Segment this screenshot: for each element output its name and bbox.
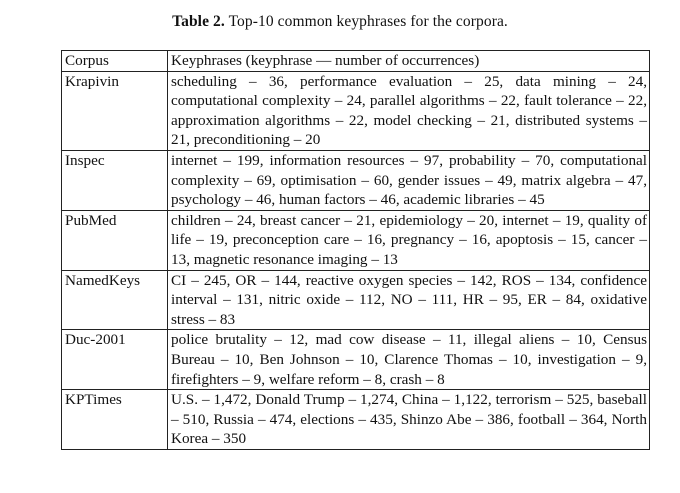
keyphrases-cell: CI – 245, OR – 144, reactive oxygen species – 142, ROS – 134, confidence interval – 131, nitric oxide – 112, NO – 111, HR – 95, ER – 84, oxidative stress – 83 bbox=[168, 270, 650, 330]
keyphrases-cell: police brutality – 12, mad cow disease – 11, illegal aliens – 10, Census Bureau – 10, Ben Johnson – 10, Clarence Thomas – 10, investigation – 9, firefighters – 9, welfare reform – 8, crash – 8 bbox=[168, 330, 650, 390]
table-header-row bbox=[62, 51, 650, 72]
keyphrases-cell: U.S. – 1,472, Donald Trump – 1,274, China – 1,122, terrorism – 525, baseball – 510, Russia – 474, elections – 435, Shinzo Abe – 386, football – 364, North Korea – 350 bbox=[168, 390, 650, 450]
corpus-cell: Inspec bbox=[62, 150, 168, 210]
table-row bbox=[62, 150, 650, 210]
table-caption-label: Table 2. bbox=[172, 13, 225, 30]
keyphrases-cell: scheduling – 36, performance evaluation – 25, data mining – 24, computational complexity – 24, parallel algorithms – 22, fault tolerance – 22, approximation algorithms – 22, model checking – 21, distributed systems – 21, preconditioning – 20 bbox=[168, 71, 650, 150]
table-row bbox=[62, 210, 650, 270]
corpus-cell: PubMed bbox=[62, 210, 168, 270]
table-row bbox=[62, 390, 650, 450]
table-caption bbox=[0, 13, 680, 31]
corpus-cell: KPTimes bbox=[62, 390, 168, 450]
table-row bbox=[62, 71, 650, 150]
keyphrases-cell: internet – 199, information resources – 97, probability – 70, computational complexity – 69, optimisation – 60, gender issues – 49, matrix algebra – 47, psychology – 46, human factors – 46, academic libraries – 45 bbox=[168, 150, 650, 210]
corpus-cell: NamedKeys bbox=[62, 270, 168, 330]
header-corpus: Corpus bbox=[62, 51, 168, 72]
table-caption-text: Top-10 common keyphrases for the corpora. bbox=[228, 13, 508, 30]
keyphrases-cell: children – 24, breast cancer – 21, epidemiology – 20, internet – 19, quality of life – 19, preconception care – 16, pregnancy – 16, apoptosis – 15, cancer – 13, magnetic resonance imaging – 13 bbox=[168, 210, 650, 270]
header-keyphrases: Keyphrases (keyphrase — number of occurrences) bbox=[168, 51, 650, 72]
table-row bbox=[62, 330, 650, 390]
corpus-cell: Krapivin bbox=[62, 71, 168, 150]
keyphrases-table bbox=[61, 50, 650, 450]
corpus-cell: Duc-2001 bbox=[62, 330, 168, 390]
table-row bbox=[62, 270, 650, 330]
